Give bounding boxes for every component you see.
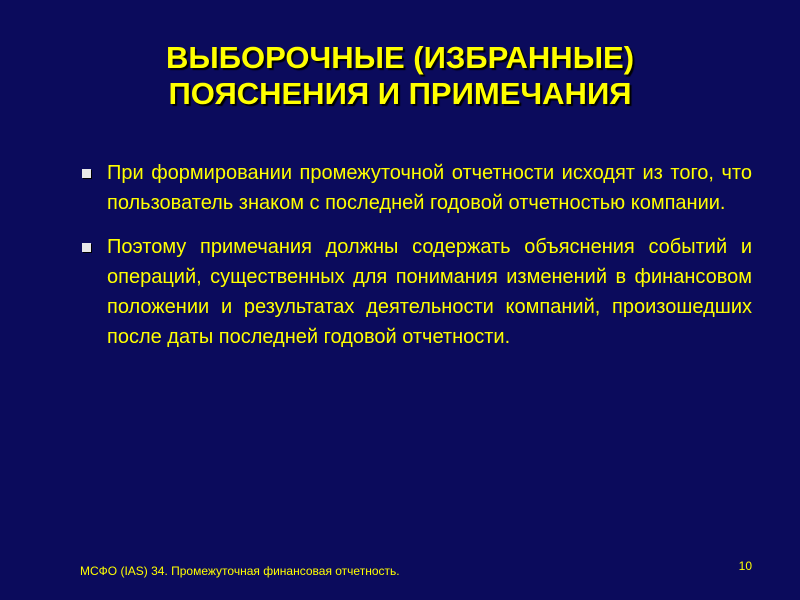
square-bullet-icon bbox=[82, 243, 91, 252]
page-number: 10 bbox=[738, 559, 752, 573]
bullet-text: При формировании промежуточной отчетности исходят из того, что пользователь знаком с последней годовой отчетностью компании. bbox=[107, 162, 752, 214]
slide-footer: МСФО (IAS) 34. Промежуточная финансовая отчетность. bbox=[80, 564, 400, 578]
bullet-text: Поэтому примечания должны содержать объяснения событий и операций, существенных для понимания изменений в финансовом положении и результатах деятельности компаний, произошедших после даты последней годовой отчетности. bbox=[107, 236, 752, 348]
bullet-item bbox=[80, 158, 752, 218]
slide-title-line-1: ВЫБОРОЧНЫЕ (ИЗБРАННЫЕ) bbox=[165, 40, 635, 75]
bullet-item bbox=[80, 232, 752, 352]
bullet-list bbox=[80, 158, 752, 366]
slide-title-line-2: ПОЯСНЕНИЯ И ПРИМЕЧАНИЯ bbox=[168, 76, 632, 111]
square-bullet-icon bbox=[82, 169, 91, 178]
slide-title bbox=[0, 40, 800, 112]
